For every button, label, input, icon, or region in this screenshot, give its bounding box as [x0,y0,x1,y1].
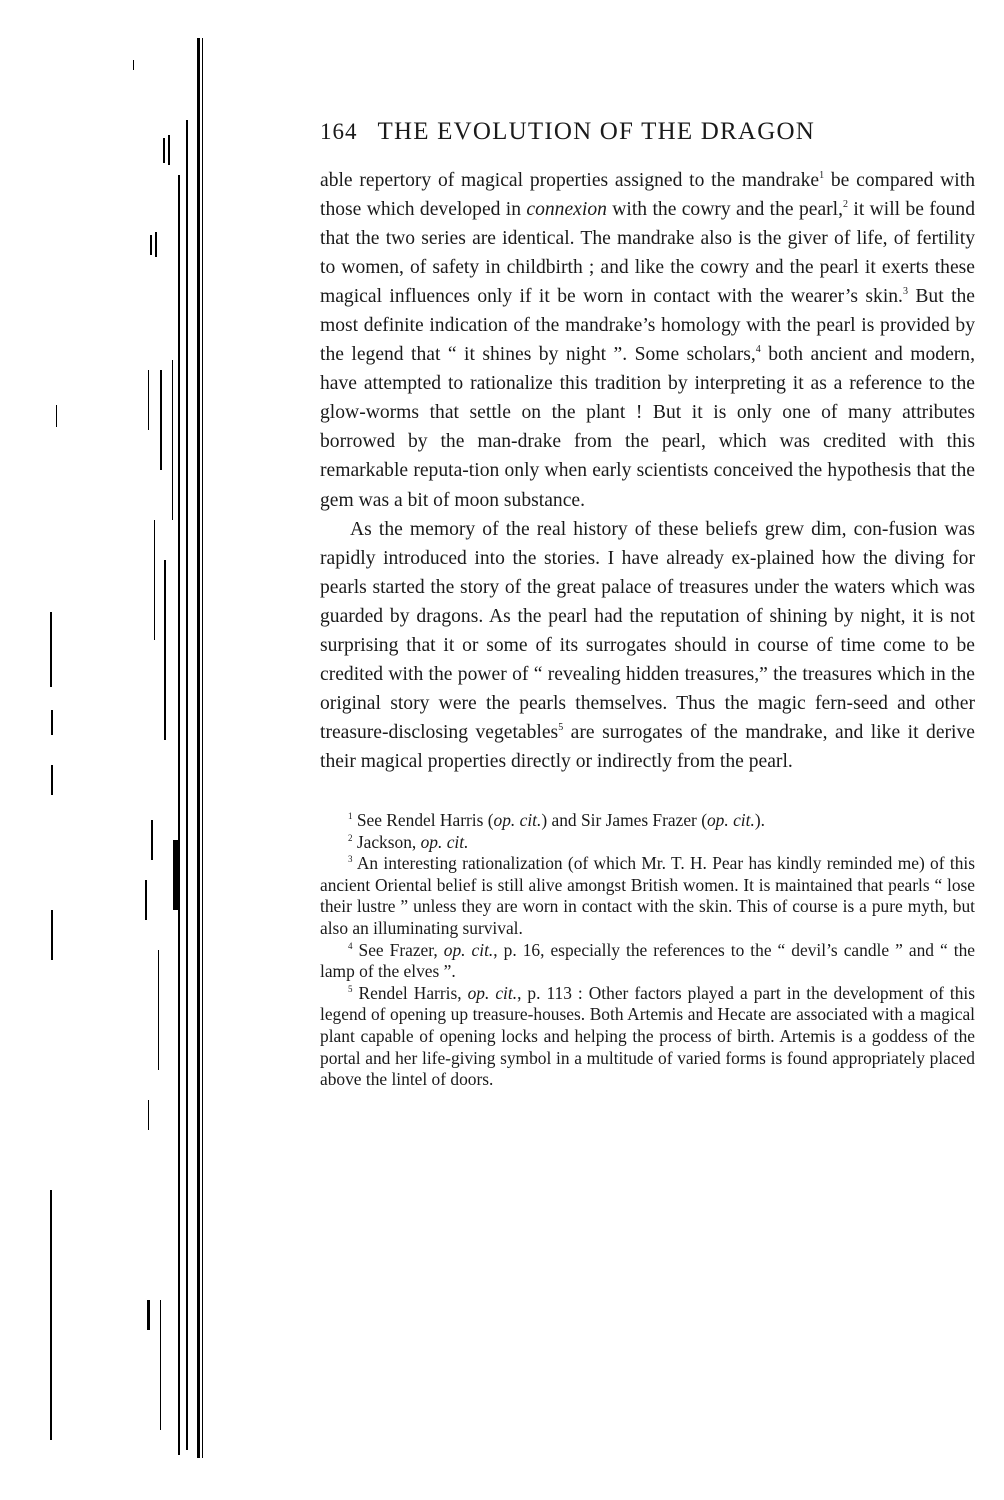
running-header [320,118,975,158]
footnote-ref-2: 2 [843,199,849,211]
running-title: THE EVOLUTION OF THE DRAGON [377,118,815,145]
footnote-ref-4: 4 [755,344,761,356]
footnotes [320,810,975,1091]
footnote-ref-5: 5 [558,721,564,733]
footnote-2: $^2$ Jackson, op. cit. [348,831,469,852]
footnote-3: $^3$ An interesting rationalization (of which Mr. T. H. Pear has kindly reminded me) of this ancient Oriental belief is still alive amongst British women. It is maintained that pearls “ lose their lustre ” unless they are worn in contact with the skin. This of course is a pure myth, but also an illuminating survival. [320,853,975,938]
page-number: 164 [320,119,358,144]
footnote-4: $^4$ See Frazer, op. cit., p. 16, especially the references to the “ devil’s candle ” and “ the lamp of the elves ”. [320,939,975,982]
main-text [320,166,975,776]
paragraph-2: As the memory of the real history of these beliefs grew dim, con-fusion was rapidly introduced into the stories. I have already ex-plained how the diving for pearls started the story of the great palace of treasures under the waters which was guarded by dragons. As the pearl had the reputation of shining by night, it is not surprising that it or some of its surrogates should in course of time come to be credited with the power of “ revealing hidden treasures,” the treasures which in the original story were the pearls themselves. Thus the magic fern-seed and other treasure-disclosing vegetables$^5$ are surrogates of the mandrake, and like it derive their magical properties directly or indirectly from the pearl. [320,518,975,772]
footnote-ref-1: 1 [819,170,825,181]
scan-gutter-artifacts [0,0,240,1500]
footnote-1: $^1$ See Rendel Harris (op. cit.) and Sir James Frazer (op. cit.). [348,809,765,830]
footnote-ref-3: 3 [902,286,908,298]
footnote-5: $^5$ Rendel Harris, op. cit., p. 113 : Other factors played a part in the development of this legend of opening up treasure-houses. Both Artemis and Hecate are associated with a magical plant capable of opening locks and helping the process of birth. Artemis is a goddess of the portal and her life-giving symbol in a multitude of varied forms is found appropriately placed above the lintel of doors. [320,982,975,1090]
paragraph-1: able repertory of magical properties assigned to the mandrake$^1$ be compared with those which developed in connexion with the cowry and the pearl,$^2$ it will be found that the two series are identical. The mandrake also is the giver of life, of fertility to women, of safety in childbirth ; and like the cowry and the pearl it exerts these magical influences only if it be worn in contact with the wearer’s skin.$^3$ But the most definite indication of the mandrake’s homology with the pearl is provided by the legend that “ it shines by night ”. Some scholars,$^4$ both ancient and modern, have attempted to rationalize this tradition by interpreting it as a reference to the glow-worms that settle on the plant ! But it is only one of many attributes borrowed by the man-drake from the pearl, which was credited with this remarkable reputa-tion only when early scientists conceived the hypothesis that the gem was a bit of moon substance. [320,170,976,511]
book-page [320,118,975,1091]
